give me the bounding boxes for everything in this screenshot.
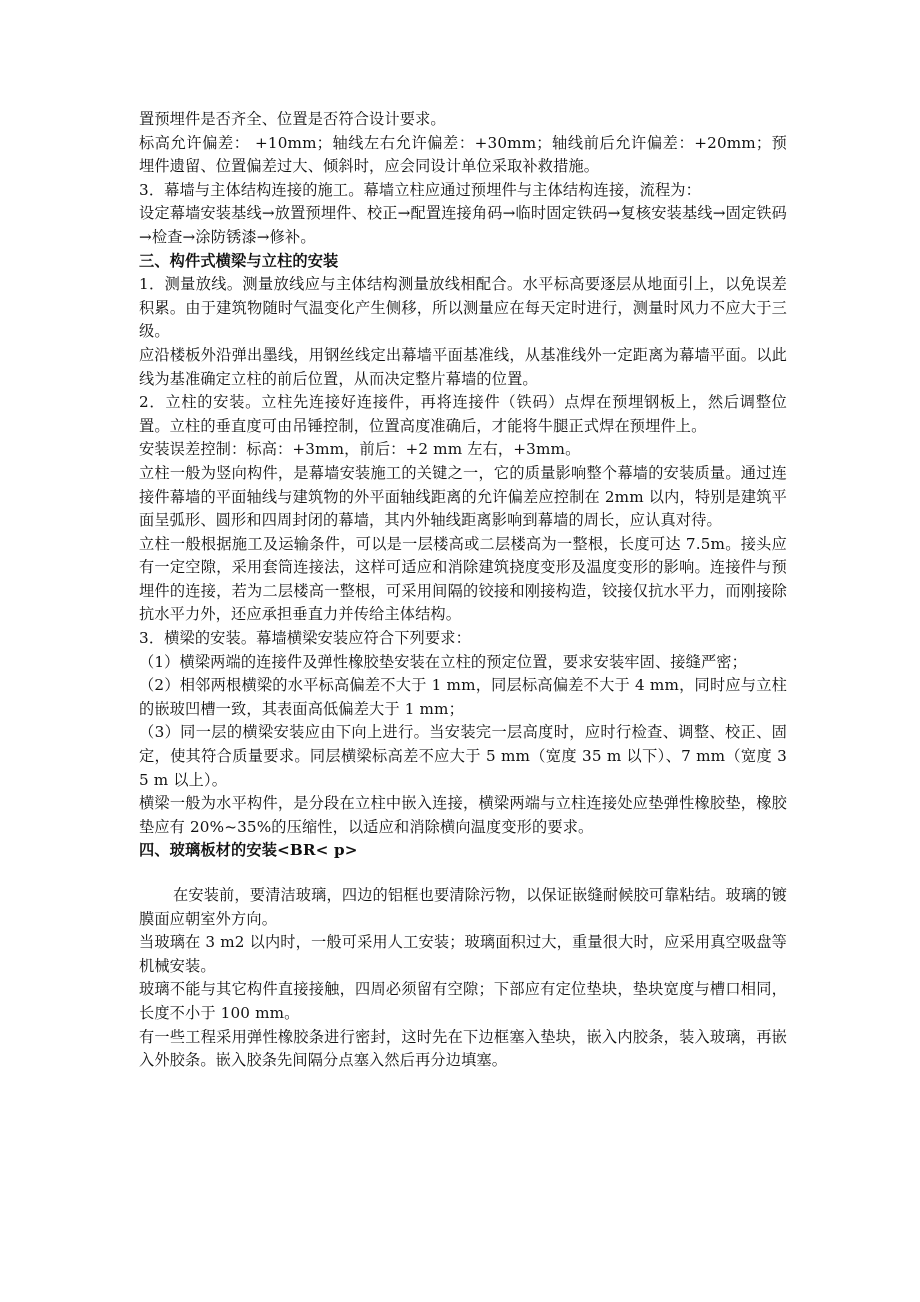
paragraph-structure-connection: 3．幕墙与主体结构连接的施工。幕墙立柱应通过预埋件与主体结构连接，流程为： [139,180,701,199]
paragraph-surveying: 1．测量放线。测量放线应与主体结构测量放线相配合。水平标高要逐层从地面引上，以免误差积累。由于建筑物随时气温变化产生侧移，所以测量应在每天定时进行，测量时风力不应大于三级。 [139,275,787,341]
paragraph-glass-cleaning: 在安装前，要清洁玻璃，四边的铝框也要清除污物，以保证嵌缝耐候胶可靠粘结。玻璃的镀膜面应朝室外方向。 [139,886,787,928]
section-heading-beam-column: 三、构件式横梁与立柱的安装 [139,251,339,270]
paragraph-glass-size: 当玻璃在 3 m2 以内时，一般可采用人工安装；玻璃面积过大，重量很大时，应采用真空吸盘等机械安装。 [139,933,787,975]
paragraph-glass-clearance: 玻璃不能与其它构件直接接触，四周必须留有空隙；下部应有定位垫块，垫块宽度与槽口相同，长度不小于 100 mm。 [139,980,787,1022]
paragraph-column-installation: 2．立柱的安装。立柱先连接好连接件，再将连接件（铁码）点焊在预埋钢板上，然后调整位置。立柱的垂直度可由吊锤控制，位置高度准确后，才能将牛腿正式焊在预埋件上。 [139,393,787,435]
paragraph-beam-general: 横梁一般为水平构件，是分段在立柱中嵌入连接，横梁两端与立柱连接处应垫弹性橡胶垫，橡胶垫应有 20%~35%的压缩性，以适应和消除横向温度变形的要求。 [139,794,787,836]
document-body [139,108,787,1073]
paragraph-installation-error: 安装误差控制：标高：+3mm，前后：+2 mm 左右，+3mm。 [139,440,581,459]
list-item-beam-requirement-2: （2）相邻两根横梁的水平标高偏差不大于 1 mm，同层标高偏差不大于 4 mm，同时应与立柱的嵌玻凹槽一致，其表面高低偏差大于 1 mm； [139,676,787,718]
list-item-beam-requirement-1: （1）横梁两端的连接件及弹性橡胶垫安装在立柱的预定位置，要求安装牢固、接缝严密； [139,652,747,671]
paragraph-column-length: 立柱一般根据施工及运输条件，可以是一层楼高或二层楼高为一整根，长度可达 7.5m。接头应有一定空隙，采用套筒连接法，这样可适应和消除建筑挠度变形及温度变形的影响。连接件与预埋件的连接，若为二层楼高一整根，可采用间隔的铰接和刚接构造，铰接仅抗水平力，而刚接除抗水平力外，还应承担垂直力并传给主体结构。 [139,534,787,624]
paragraph-reference-line: 应沿楼板外沿弹出墨线，用钢丝线定出幕墙平面基准线，从基准线外一定距离为幕墙平面。以此线为基准确定立柱的前后位置，从而决定整片幕墙的位置。 [139,345,787,388]
paragraph-glass-sealing: 有一些工程采用弹性橡胶条进行密封，这时先在下边框塞入垫块，嵌入内胶条，装入玻璃，再嵌入外胶条。嵌入胶条先间隔分点塞入然后再分边填塞。 [139,1027,787,1070]
paragraph-beam-installation: 3．横梁的安装。幕墙横梁安装应符合下列要求： [139,629,471,648]
paragraph-column-quality: 立柱一般为竖向构件，是幕墙安装施工的关键之一，它的质量影响整个幕墙的安装质量。通过连接件幕墙的平面轴线与建筑物的外平面轴线距离的允许偏差应控制在 2mm 以内，特别是建筑平面呈弧形、圆形和四周封闭的幕墙，其内外轴线距离影响到幕墙的周长，应认真对待。 [139,463,787,530]
list-item-beam-requirement-3: （3）同一层的横梁安装应由下向上进行。当安装完一层高度时，应时行检查、调整、校正、固定，使其符合质量要求。同层横梁标高差不应大于 5 mm（宽度 35 m 以下）、7 mm（宽度 35 m 以上）。 [139,723,787,789]
paragraph-embedded-parts-check: 置预埋件是否齐全、位置是否符合设计要求。 [139,110,446,128]
paragraph-connection-process: 设定幕墙安装基线→放置预埋件、校正→配置连接角码→临时固定铁码→复核安装基线→固定铁码→检查→涂防锈漆→修补。 [139,204,787,246]
paragraph-tolerances: 标高允许偏差： +10mm；轴线左右允许偏差：+30mm；轴线前后允许偏差：+20mm；预埋件遗留、位置偏差过大、倾斜时，应会同设计单位采取补救措施。 [139,133,787,176]
section-heading-glass-installation: 四、玻璃板材的安装<BR< p> [139,841,358,860]
